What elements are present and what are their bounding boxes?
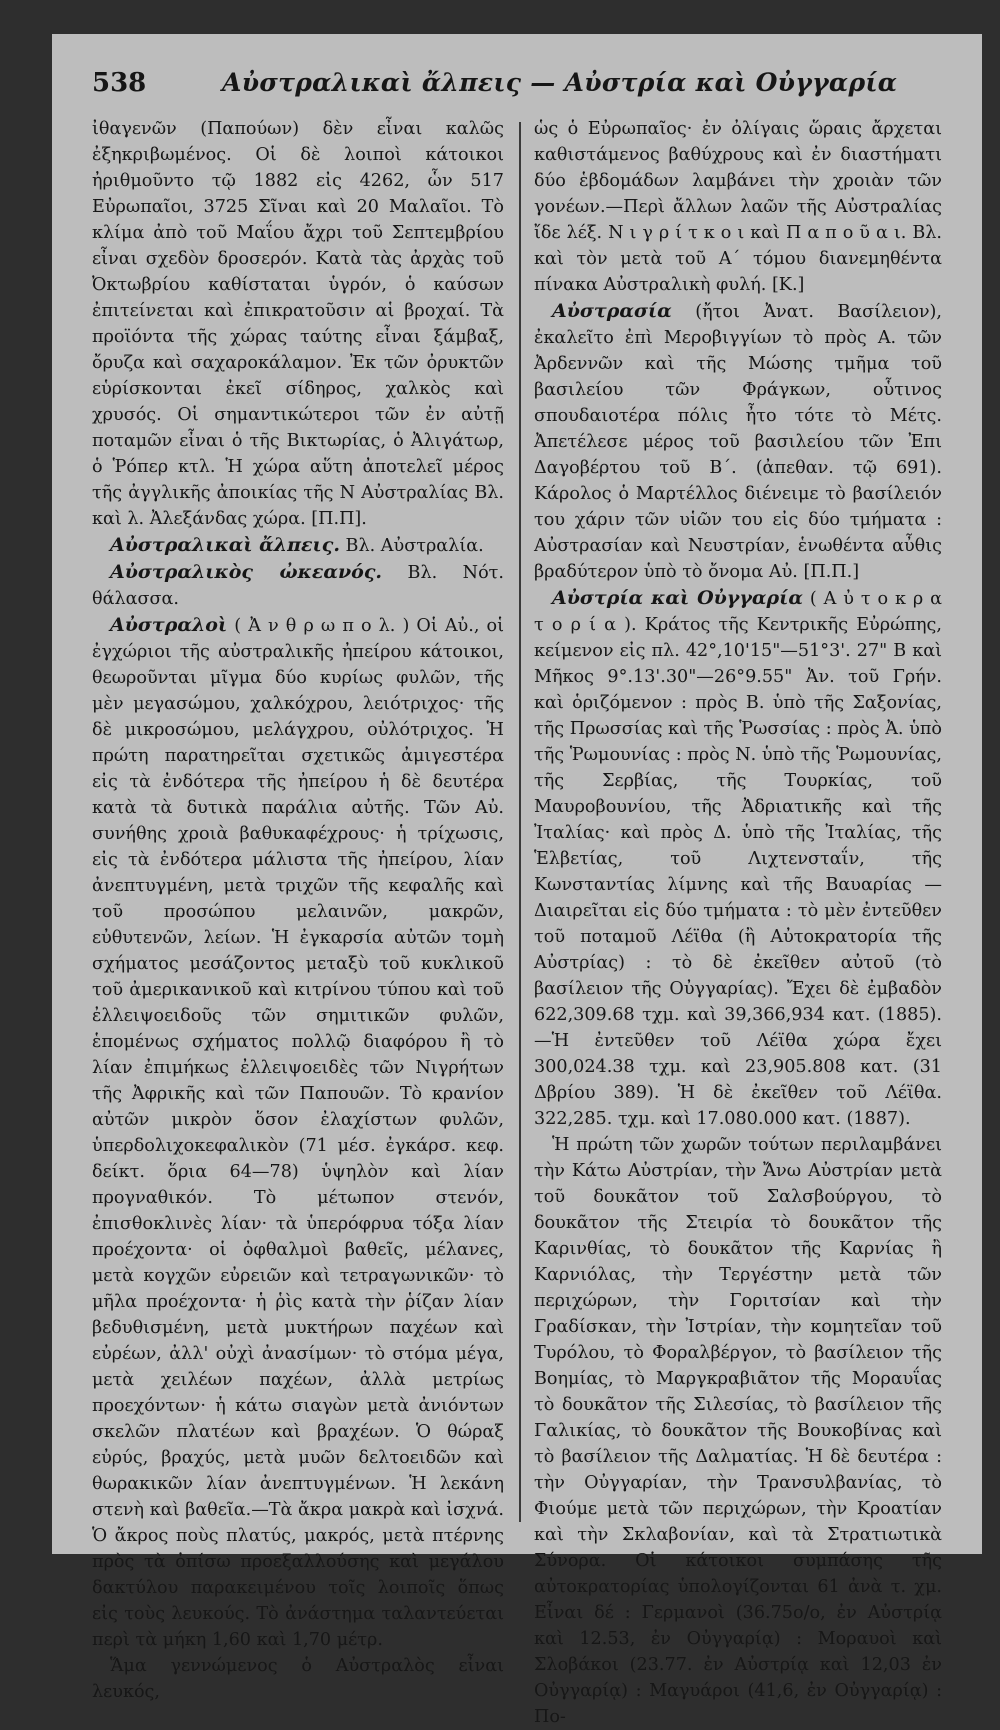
entry-text: Βλ. Αὐστραλία. <box>339 536 484 556</box>
paragraph <box>534 116 942 298</box>
paragraph <box>534 298 942 585</box>
entry-text: ἰθαγενῶν (Παπούων) δὲν εἶναι καλῶς ἐξηκριβωμένος. Οἱ δὲ λοιποὶ κάτοικοι ἠριθμοῦντο τῷ 1882 εἰς 4262, ὧν 517 Εὐρωπαῖοι, 3725 Σῖναι καὶ 20 Μαλαῖοι. Τὸ κλίμα ἀπὸ τοῦ Μαΐου ἄχρι τοῦ Σεπτεμβρίου εἶναι σχεδὸν δροσερόν. Κατὰ τὰς ἀρχὰς τοῦ Ὀκτωβρίου καθίσταται ὑγρόν, ὁ καύσων ἐπιτείνεται καὶ ἐπικρατοῦσιν αἱ βροχαί. Τὰ προϊόντα τῆς χώρας ταύτης εἶναι ξάμβαξ, ὄρυζα καὶ σαχαροκάλαμον. Ἐκ τῶν ὀρυκτῶν εὑρίσκονται ἐκεῖ σίδηρος, χαλκὸς καὶ χρυσός. Οἱ σημαντικώτεροι τῶν ἐν αὐτῇ ποταμῶν εἶναι ὁ τῆς Βικτωρίας, ὁ Ἀλιγάτωρ, ὁ Ῥόπερ κτλ. Ἡ χώρα αὕτη ἀποτελεῖ μέρος τῆς ἀγγλικῆς ἀποικίας τῆς Ν Αὐστραλίας Βλ. καὶ λ. Ἀλεξάνδας χώρα. [Π.Π]. <box>92 119 504 529</box>
entry-headword: Αὐστρία καὶ Οὐγγαρία <box>552 587 803 609</box>
entry-headword: Αὐστραλικὸς ὠκεανός. <box>110 561 383 583</box>
paragraph <box>92 116 504 532</box>
entry-text: Βλ. Νότ. θάλασσα. <box>92 563 504 609</box>
paragraph <box>92 559 504 612</box>
entry-text: (ἤτοι Ἀνατ. Βασίλειον), ἐκαλεῖτο ἐπὶ Μεροβιγγίων τὸ πρὸς Α. τῶν Ἀρδεννῶν καὶ τῆς Μώσης τμῆμα τοῦ βασιλείου τῶν Φράγκων, οὗτινος σπουδαιοτέρα πόλις ἦτο τότε τὸ Μέτς. Ἀπετέλεσε μέρος τοῦ βασιλείου τῶν Ἐπι Δαγοβέρτου τοῦ Β΄. (ἀπεθαν. τῷ 691). Κάρολος ὁ Μαρτέλλος διένειμε τὸ βασίλειόν του χάριν τῶν υἱῶν του εἰς δύο τμήματα : Αὐστρασίαν καὶ Νευστρίαν, ἑνωθέντα αὖθις βραδύτερον ὑπὸ τὸ ὄνομα Αὐ. [Π.Π.] <box>534 302 942 582</box>
paragraph <box>92 1653 504 1705</box>
page-number: 538 <box>92 68 147 98</box>
paragraph <box>534 585 942 1132</box>
entry-text: ( Α ὐ τ ο κ ρ α τ ο ρ ί α ). Κράτος τῆς Κεντρικῆς Εὐρώπης, κείμενον εἰς πλ. 42°,10'15"—51°3'. 27" Β καὶ Μῆκος 9°.13'.30"—26°9.55" Ἀν. τοῦ Γρήν. καὶ ὁριζόμενον : πρὸς Β. ὑπὸ τῆς Σαξονίας, τῆς Πρωσσίας καὶ τῆς Ῥωσσίας : πρὸς Ἀ. ὑπὸ τῆς Ῥωμουνίας : πρὸς Ν. ὑπὸ τῆς Ῥωμουνίας, τῆς Σερβίας, τῆς Τουρκίας, τοῦ Μαυροβουνίου, τῆς Ἀδριατικῆς καὶ τῆς Ἰταλίας· καὶ πρὸς Δ. ὑπὸ τῆς Ἰταλίας, τῆς Ἑλβετίας, τοῦ Λιχτενσταΐν, τῆς Κωνσταντίας λίμνης καὶ τῆς Βαυαρίας —Διαιρεῖται εἰς δύο τμήματα : τὸ μὲν ἐντεῦθεν τοῦ ποταμοῦ Λέϊθα (ἢ Αὐτοκρατορία τῆς Αὐστρίας) : τὸ δὲ ἐκεῖθεν αὐτοῦ (τὸ βασίλειον τῆς Οὐγγαρίας). Ἔχει δὲ ἐμβαδὸν 622,309.68 τχμ. καὶ 39,366,934 κατ. (1885).—Ἡ ἐντεῦθεν τοῦ Λέϊθα χώρα ἔχει 300,024.38 τχμ. καὶ 23,905.808 κατ. (31 Δβρίου 389). Ἡ δὲ ἐκεῖθεν τοῦ Λέϊθα. 322,285. τχμ. καὶ 17.080.000 κατ. (1887). <box>534 589 942 1129</box>
book-page <box>52 34 982 1727</box>
entry-text: ὡς ὁ Εὐρωπαῖος· ἐν ὀλίγαις ὥραις ἄρχεται καθιστάμενος βαθύχρους καὶ ἐν διαστήματι δύο ἑβδομάδων λαμβάνει τὴν χροιὰν τῶν γονέων.—Περὶ ἄλλων λαῶν τῆς Αὐστραλίας ἴδε λέξ. Ν ι γ ρ ί τ κ ο ι καὶ Π α π ο ῦ α ι. Βλ. καὶ τὸν μετὰ τοῦ Α΄ τόμου διανεμηθέντα πίνακα Αὐστραλικὴ φυλή. [Κ.] <box>534 119 942 295</box>
entry-headword: Αὐστραλοὶ <box>110 614 228 636</box>
entry-headword: Αὐστραλικαὶ ἄλπεις. <box>110 534 340 556</box>
entry-headword: Αὐστρασία <box>552 300 672 322</box>
column-divider <box>519 122 521 1522</box>
left-column <box>92 116 504 1705</box>
paragraph <box>92 612 504 1653</box>
entry-text: Ἡ πρώτη τῶν χωρῶν τούτων περιλαμβάνει τὴν Κάτω Αὐστρίαν, τὴν Ἄνω Αὐστρίαν μετὰ τοῦ δουκᾶτον τοῦ Σαλσβούργου, τὸ δουκᾶτον τῆς Στειρία τὸ δουκᾶτον τῆς Καρινθίας, τὸ δουκᾶτον τῆς Καρνίας ἢ Καρνιόλας, τὴν Τεργέστην μετὰ τῶν περιχώρων, τὴν Γοριτσίαν καὶ τὴν Γραδίσκαν, τὴν Ἰστρίαν, τὴν κομητεῖαν τοῦ Τυρόλου, τὸ Φοραλβέργον, τὸ βασίλειον τῆς Βοημίας, τὸ Μαργκραβιᾶτον τῆς Μοραυΐας τὸ δουκᾶτον τῆς Σιλεσίας, τὸ βασίλειον τῆς Γαλικίας, τὸ δουκᾶτον τῆς Βουκοβίνας καὶ τὸ βασίλειον τῆς Δαλματίας. Ἡ δὲ δευτέρα : τὴν Οὐγγαρίαν, τὴν Τρανσυλβανίας, τὸ Φιούμε μετὰ τῶν περιχώρων, τὴν Κροατίαν καὶ τὴν Σκλαβονίαν, καὶ τὰ Στρατιωτικὰ Σύνορα. Οἱ κάτοικοι συμπάσης τῆς αὐτοκρατορίας ὑπολογίζονται 61 ἀνὰ τ. χμ. Εἶναι δέ : Γερμανοὶ (36.75ο/ο, ἐν Αὐστρίᾳ καὶ 12.53, ἐν Οὐγγαρίᾳ) : Μοραυοὶ καὶ Σλοβάκοι (23.77. ἐν Αὐστρίᾳ καὶ 12,03 ἐν Οὐγγαρίᾳ) : Μαγυάροι (41,6, ἐν Οὐγγαρίᾳ) : Πο- <box>534 1135 942 1727</box>
entry-text: Ἅμα γεννώμενος ὁ Αὐστραλὸς εἶναι λευκός, <box>92 1656 504 1702</box>
paragraph <box>92 532 504 559</box>
running-title: Αὐστραλικαὶ ἄλπεις — Αὐστρία καὶ Οὐγγαρία <box>222 68 898 97</box>
paragraph <box>534 1132 942 1730</box>
entry-text: ( Ἀ ν θ ρ ω π ο λ. ) Οἱ Αὐ., οἱ ἐγχώριοι τῆς αὐστραλικῆς ἠπείρου κάτοικοι, θεωροῦνται μῖγμα δύο κυρίως φυλῶν, τῆς μὲν μεγασώμου, χαλκόχρου, λειότριχος· τῆς δὲ μικροσώμου, μελάγχρου, οὐλότριχος. Ἡ πρώτη παρατηρεῖται σχετικῶς ἀμιγεστέρα εἰς τὰ ἐνδότερα τῆς ἠπείρου ἡ δὲ δευτέρα κατὰ τὰ δυτικὰ παράλια αὐτῆς. Τῶν Αὐ. συνήθης χροιὰ βαθυκαφέχρους· ἡ τρίχωσις, εἰς τὰ ἐνδότερα μάλιστα τῆς ἠπείρου, λίαν ἀνεπτυγμένη, μετὰ τριχῶν τῆς κεφαλῆς καὶ τοῦ προσώπου μελαινῶν, μακρῶν, εὐθυτενῶν, λείων. Ἡ ἐγκαρσία αὐτῶν τομὴ σχήματος μεσάζοντος μεταξὺ τοῦ κυκλικοῦ τοῦ ἀμερικανικοῦ καὶ κιτρίνου τύπου καὶ τοῦ ἐλλειψοειδοῦς τῶν σημιτικῶν φυλῶν, ἑπομένως σχήματος πολλῷ διαφόρου ἢ τὸ λίαν ἐπιμήκως ἐλλειψοειδὲς τῶν Νιγρήτων τῆς Ἀφρικῆς καὶ τῶν Παπουῶν. Τὸ κρανίον αὐτῶν μικρὸν ὅσον ἐλαχίστων φυλῶν, ὑπερδολιχοκεφαλικὸν (71 μέσ. ἐγκάρσ. κεφ. δείκτ. ὅρια 64—78) ὑψηλὸν καὶ λίαν προγναθικόν. Τὸ μέτωπον στενόν, ἐπισθοκλινὲς λίαν· τὰ ὑπερόφρυα τόξα λίαν προέχοντα· οἱ ὀφθαλμοὶ βαθεῖς, μέλανες, μετὰ κογχῶν εὐρειῶν καὶ τετραγωνικῶν· τὸ μῆλα προέχοντα· ἡ ῥὶς κατὰ τὴν ῥίζαν λίαν βεδυθισμένη, μετὰ μυκτήρων παχέων καὶ εὐρέων, ἀλλ' οὐχὶ ἀνασίμων· τὸ στόμα μέγα, μετὰ χειλέων παχέων, ἀλλὰ μετρίως προεχόντων· ἡ κάτω σιαγὼν μετὰ ἀνιόντων σκελῶν πλατέων καὶ βραχέων. Ὁ θώραξ εὐρύς, βραχύς, μετὰ μυῶν δελτοειδῶν καὶ θωρακικῶν λίαν ἀνεπτυγμένων. Ἡ λεκάνη στενὴ καὶ βαθεῖα.—Τὰ ἄκρα μακρὰ καὶ ἰσχνά. Ὁ ἄκρος ποὺς πλατύς, μακρός, μετὰ πτέρνης πρὸς τὰ ὀπίσω προεξαλλούσης καὶ μεγάλου δακτύλου παρακειμένου τοῖς λοιποῖς ὅπως εἰς τοὺς λευκούς. Τὸ ἀνάστημα ταλαντεύεται περὶ τὰ μήκη 1,60 καὶ 1,70 μέτρ. <box>92 616 504 1650</box>
right-column <box>534 116 942 1730</box>
